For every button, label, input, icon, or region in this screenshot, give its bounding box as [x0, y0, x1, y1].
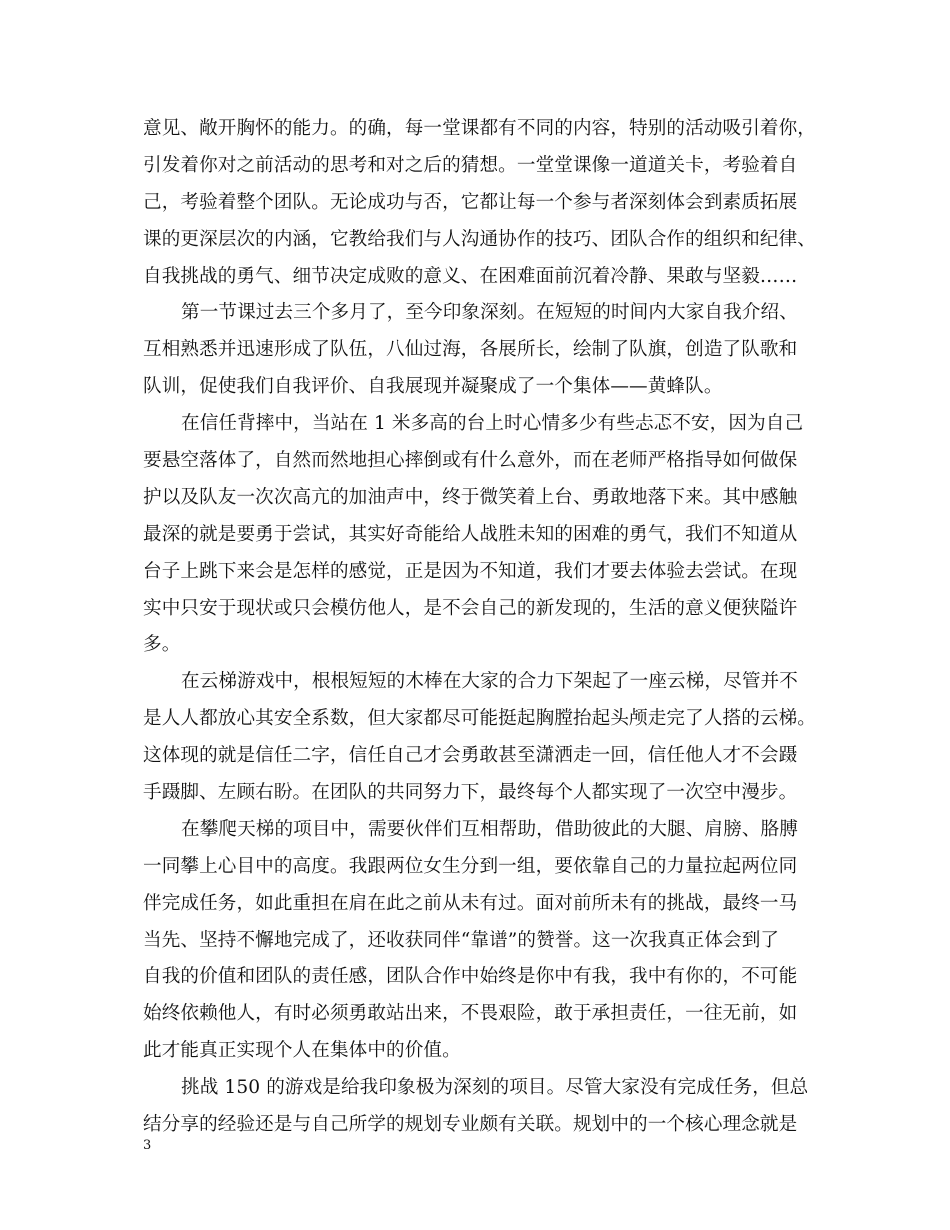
text-line: 这体现的就是信任二字，信任自己才会勇敢甚至潇洒走一回，信任他人才不会蹑: [143, 745, 798, 767]
paragraph-first-line: 在云梯游戏中，根根短短的木棒在大家的合力下架起了一座云梯，尽管并不: [181, 671, 798, 693]
text-line: 始终依赖他人，有时必须勇敢站出来，不畏艰险，敢于承担责任，一往无前，如: [143, 1003, 798, 1025]
text-line: 队训，促使我们自我评价、自我展现并凝聚成了一个集体——黄蜂队。: [143, 376, 723, 398]
text-line: 意见、敞开胸怀的能力。的确，每一堂课都有不同的内容，特别的活动吸引着你，: [143, 118, 816, 139]
text-line: 自我挑战的勇气、细节决定成败的意义、在困难面前沉着冷静、果敢与坚毅……: [143, 265, 798, 287]
text-line: 手蹑脚、左顾右盼。在团队的共同努力下，最终每个人都实现了一次空中漫步。: [143, 782, 798, 804]
text-line: 一同攀上心目中的高度。我跟两位女生分到一组，要依靠自己的力量拉起两位同: [143, 855, 798, 877]
page-number: 3: [143, 1138, 152, 1153]
text-line: 引发着你对之前活动的思考和对之后的猜想。一堂堂课像一道道关卡，考验着自: [143, 154, 798, 176]
paragraph-first-line: 在信任背摔中，当站在 1 米多高的台上时心情多少有些忐忑不安，因为自己: [181, 413, 804, 435]
text-line: 多。: [143, 634, 181, 656]
text-line: 互相熟悉并迅速形成了队伍，八仙过海，各展所长，绘制了队旗，创造了队歌和: [143, 339, 798, 361]
text-line: 实中只安于现状或只会模仿他人，是不会自己的新发现的，生活的意义便狭隘许: [143, 597, 798, 619]
text-line: 自我的价值和团队的责任感，团队合作中始终是你中有我，我中有你的，不可能: [143, 966, 798, 988]
text-line: 课的更深层次的内涵，它教给我们与人沟通协作的技巧、团队合作的组织和纪律、: [143, 228, 816, 250]
text-line: 台子上跳下来会是怎样的感觉，正是因为不知道，我们才要去体验去尝试。在现: [143, 560, 798, 582]
text-line: 护以及队友一次次高亢的加油声中，终于微笑着上台、勇敢地落下来。其中感触: [143, 486, 798, 508]
document-body: [143, 111, 823, 1144]
text-line: 结分享的经验还是与自己所学的规划专业颇有关联。规划中的一个核心理念就是: [143, 1114, 798, 1136]
text-line: 此才能真正实现个人在集体中的价值。: [143, 1040, 461, 1062]
text-line: 当先、坚持不懈地完成了，还收获同伴“靠谱”的赞誉。这一次我真正体会到了: [143, 929, 780, 951]
text-line: 要悬空落体了，自然而然地担心摔倒或有什么意外，而在老师严格指导如何做保: [143, 450, 798, 472]
text-line: 己，考验着整个团队。无论成功与否，它都让每一个参与者深刻体会到素质拓展: [143, 191, 798, 213]
text-line: 是人人都放心其安全系数，但大家都尽可能挺起胸膛抬起头颅走完了人搭的云梯。: [143, 708, 816, 730]
paragraph-first-line: 第一节课过去三个多月了，至今印象深刻。在短短的时间内大家自我介绍、: [181, 302, 798, 324]
paragraph-first-line: 挑战 150 的游戏是给我印象极为深刻的项目。尽管大家没有完成任务，但总: [181, 1077, 809, 1099]
paragraph-first-line: 在攀爬天梯的项目中，需要伙伴们互相帮助，借助彼此的大腿、肩膀、胳膊: [181, 818, 798, 840]
text-line: 最深的就是要勇于尝试，其实好奇能给人战胜未知的困难的勇气，我们不知道从: [143, 523, 798, 545]
text-line: 伴完成任务，如此重担在肩在此之前从未有过。面对前所未有的挑战，最终一马: [143, 892, 798, 914]
